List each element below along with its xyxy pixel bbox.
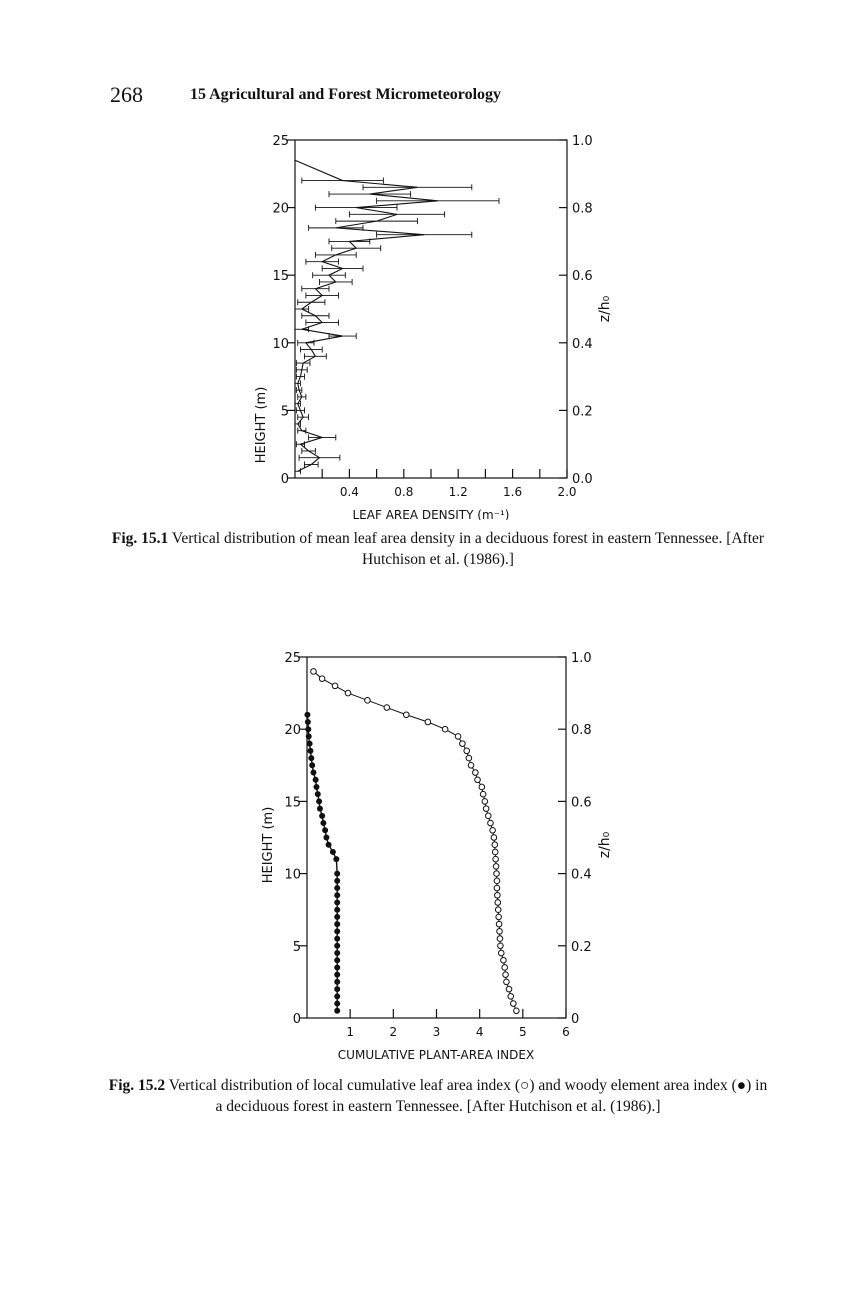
x-tick-label: 6 <box>562 1025 570 1039</box>
fig2-leaf-point <box>345 690 351 696</box>
fig2-woody-point <box>335 929 340 934</box>
y-tick-label: 20 <box>284 723 301 739</box>
fig2-leaf-point <box>332 683 338 689</box>
fig2-woody-point <box>335 914 340 919</box>
fig2-leaf-point <box>494 885 500 891</box>
fig2-woody-point <box>326 842 331 847</box>
y-tick-label: 25 <box>272 134 289 149</box>
x-tick-label: 2 <box>389 1025 398 1039</box>
fig2-woody-point <box>324 835 329 840</box>
x-tick-label: 1.6 <box>503 485 523 499</box>
fig2-woody-point <box>335 950 340 955</box>
fig2-leaf-point <box>498 950 504 956</box>
fig2-leaf-point <box>468 763 474 769</box>
fig2-woody-point <box>321 820 326 825</box>
fig2-leaf-point <box>384 705 390 711</box>
fig2-leaf-point <box>479 784 485 790</box>
fig2-woody-point <box>309 755 314 760</box>
fig2-leaf-point <box>506 986 512 992</box>
fig2-leaf-point <box>480 791 486 797</box>
fig2-leaf-point <box>497 929 503 935</box>
fig2-woody-point <box>317 806 322 811</box>
fig2-woody-point <box>335 979 340 984</box>
fig2-woody-point <box>335 907 340 912</box>
fig2-leaf-point <box>464 748 470 754</box>
fig2-woody-point <box>335 958 340 963</box>
page-number: 268 <box>110 82 143 107</box>
fig2-woody-point <box>335 893 340 898</box>
fig2-woody-point <box>313 777 318 782</box>
fig2-woody-point <box>335 1008 340 1013</box>
fig2-leaf-point <box>495 892 501 898</box>
fig1-y2label: z/h₀ <box>597 295 613 323</box>
fig2-woody-point <box>335 922 340 927</box>
fig2-leaf-point <box>496 921 502 927</box>
fig2-leaf-point <box>473 770 479 776</box>
fig2-leaf-point <box>442 726 448 732</box>
y-tick-label: 5 <box>280 404 289 420</box>
fig2-leaf-point <box>497 936 503 942</box>
chapter-title: 15 Agricultural and Forest Micrometeorology <box>190 86 502 103</box>
fig2-woody-point <box>335 936 340 941</box>
fig1-ylabel: HEIGHT (m) <box>254 386 269 464</box>
fig2-leaf-point <box>498 943 504 949</box>
fig1-plot-frame <box>295 140 567 478</box>
fig1-xlabel: LEAF AREA DENSITY (m⁻¹) <box>352 508 510 520</box>
x-tick-label: 5 <box>519 1025 527 1039</box>
x-tick-label: 3 <box>432 1025 441 1039</box>
y2-tick-label: 0 <box>571 1012 580 1027</box>
figure-1-caption <box>108 528 768 570</box>
figure-1-caption-text: Vertical distribution of mean leaf area density in a deciduous forest in eastern Tennessee. [After Hutchison et al. (1986).] <box>171 530 765 568</box>
figure-2-chart <box>0 635 864 1065</box>
x-tick-label: 1.2 <box>448 485 468 499</box>
y-tick-label: 5 <box>292 939 301 955</box>
fig2-leaf-point <box>494 878 500 884</box>
fig2-leaf-point <box>494 871 500 877</box>
fig2-leaf-point <box>490 827 496 833</box>
fig2-woody-point <box>311 770 316 775</box>
fig2-woody-point <box>335 987 340 992</box>
fig2-leaf-point <box>483 806 489 812</box>
fig2-leaf-point <box>311 669 317 675</box>
fig2-leaf-point <box>504 979 510 985</box>
y2-tick-label: 0.4 <box>571 867 592 883</box>
fig2-leaf-point <box>508 994 514 1000</box>
fig2-leaf-point <box>492 842 498 848</box>
fig2-xlabel: CUMULATIVE PLANT-AREA INDEX <box>337 1048 535 1062</box>
fig2-leaf-point <box>511 1001 517 1007</box>
fig2-leaf-point <box>455 734 461 740</box>
fig2-woody-point <box>335 994 340 999</box>
fig2-woody-point <box>335 1001 340 1006</box>
fig2-leaf-point <box>493 856 499 862</box>
fig2-leaf-point <box>492 849 498 855</box>
fig2-woody-point <box>307 741 312 746</box>
fig2-leaf-point <box>514 1008 520 1014</box>
figure-2-label: Fig. 15.2 <box>108 1077 166 1094</box>
fig2-leaf-point <box>495 907 501 913</box>
y2-tick-label: 0.4 <box>572 336 593 352</box>
fig2-woody-point <box>316 799 321 804</box>
y-tick-label: 0 <box>292 1012 301 1027</box>
y2-tick-label: 0.2 <box>571 939 592 955</box>
y-tick-label: 20 <box>272 201 289 217</box>
fig2-leaf-point <box>319 676 325 682</box>
fig2-ylabel: HEIGHT (m) <box>261 806 276 884</box>
fig2-woody-point <box>335 878 340 883</box>
fig2-leaf-point <box>482 799 488 805</box>
y2-tick-label: 0.8 <box>571 723 592 739</box>
figure-1-chart <box>0 120 864 520</box>
y2-tick-label: 1.0 <box>571 651 592 666</box>
fig2-leaf-point <box>486 813 492 819</box>
fig2-woody-point <box>306 734 311 739</box>
fig2-y2label: z/h₀ <box>597 831 613 859</box>
fig2-leaf-point <box>425 719 431 725</box>
x-tick-label: 1 <box>346 1025 354 1039</box>
fig2-leaf-point <box>475 777 481 783</box>
y-tick-label: 15 <box>284 795 301 811</box>
x-tick-label: 0.8 <box>394 485 414 499</box>
y-tick-label: 10 <box>272 336 289 352</box>
fig2-leaf-point <box>403 712 409 718</box>
y2-tick-label: 0.8 <box>572 201 593 217</box>
figure-2-caption <box>108 1075 768 1117</box>
fig2-leaf-line <box>313 671 516 1010</box>
y-tick-label: 10 <box>284 867 301 883</box>
y2-tick-label: 1.0 <box>572 134 593 149</box>
fig2-leaf-point <box>466 755 472 761</box>
fig2-leaf-point <box>460 741 466 747</box>
y-tick-label: 0 <box>280 472 289 487</box>
fig2-woody-point <box>323 828 328 833</box>
fig2-leaf-point <box>491 835 497 841</box>
fig2-woody-point <box>335 900 340 905</box>
fig2-woody-point <box>315 792 320 797</box>
fig2-leaf-point <box>365 698 371 704</box>
fig2-leaf-point <box>495 900 501 906</box>
y2-tick-label: 0.6 <box>571 795 592 811</box>
fig2-woody-point <box>335 965 340 970</box>
fig2-woody-point <box>310 763 315 768</box>
y-tick-label: 25 <box>284 651 301 666</box>
fig2-leaf-point <box>501 957 507 963</box>
fig2-woody-point <box>334 857 339 862</box>
x-tick-label: 0.4 <box>339 485 359 499</box>
fig2-leaf-point <box>488 820 494 826</box>
fig2-leaf-point <box>503 972 509 978</box>
x-tick-label: 2.0 <box>557 485 577 499</box>
fig2-woody-point <box>314 784 319 789</box>
fig2-woody-point <box>308 748 313 753</box>
fig2-leaf-point <box>496 914 502 920</box>
fig2-plot-frame <box>307 657 566 1018</box>
fig2-woody-point <box>335 943 340 948</box>
fig2-woody-point <box>320 813 325 818</box>
figure-2-caption-text: Vertical distribution of local cumulative leaf area index (○) and woody element area index (●) in a deciduous forest in eastern Tennessee. [After Hutchison et al. (1986).] <box>168 1077 768 1115</box>
fig2-woody-point <box>330 849 335 854</box>
figure-1-label: Fig. 15.1 <box>111 530 169 547</box>
fig2-leaf-point <box>493 864 499 870</box>
x-tick-label: 4 <box>475 1025 484 1039</box>
fig2-leaf-point <box>502 965 508 971</box>
y2-tick-label: 0.0 <box>572 472 593 487</box>
fig2-woody-point <box>305 719 310 724</box>
y2-tick-label: 0.2 <box>572 404 593 420</box>
y2-tick-label: 0.6 <box>572 269 593 285</box>
y-tick-label: 15 <box>272 269 289 285</box>
fig2-woody-point <box>335 885 340 890</box>
fig2-woody-point <box>305 712 310 717</box>
fig2-woody-point <box>335 871 340 876</box>
fig2-woody-point <box>335 972 340 977</box>
